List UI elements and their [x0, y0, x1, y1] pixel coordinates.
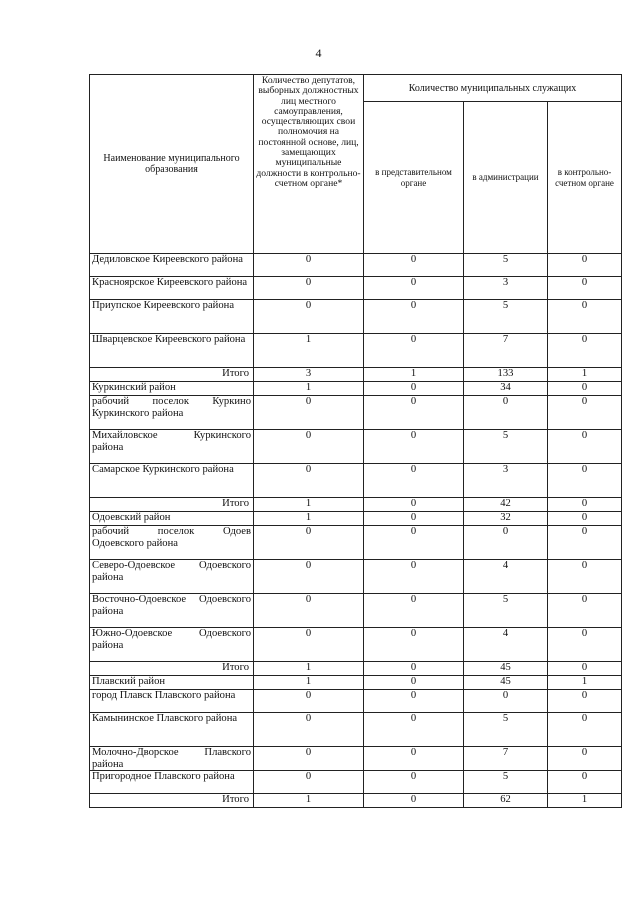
representative-cell: 0 — [364, 690, 464, 713]
administration-cell: 7 — [464, 747, 548, 771]
representative-cell: 0 — [364, 396, 464, 430]
table-row — [90, 464, 622, 498]
control-cell: 0 — [548, 430, 622, 464]
name-cell: город Плавск Плавского района — [90, 690, 254, 713]
administration-cell: 5 — [464, 771, 548, 794]
representative-cell: 0 — [364, 676, 464, 690]
table-row — [90, 794, 622, 808]
staffing-table — [89, 74, 622, 808]
administration-cell: 5 — [464, 254, 548, 277]
table-row — [90, 713, 622, 747]
header-deputies-count: Количество депутатов, выборных должностных лиц местного самоуправления, осуществляющих свои полномочия на постоянной основе, лиц, замещающих муниципальные должности в контрольно-счетном органе* — [254, 75, 364, 254]
representative-cell: 0 — [364, 560, 464, 594]
table-row — [90, 526, 622, 560]
page-number: 4 — [315, 46, 322, 60]
deputies-cell: 0 — [254, 560, 364, 594]
control-cell: 0 — [548, 713, 622, 747]
control-cell: 0 — [548, 526, 622, 560]
representative-cell: 0 — [364, 794, 464, 808]
representative-cell: 0 — [364, 662, 464, 676]
name-cell: Красноярское Киреевского района — [90, 277, 254, 300]
name-cell: Итого — [90, 662, 254, 676]
administration-cell: 3 — [464, 277, 548, 300]
name-cell: Дедиловское Киреевского района — [90, 254, 254, 277]
representative-cell: 0 — [364, 771, 464, 794]
control-cell: 0 — [548, 512, 622, 526]
representative-cell: 0 — [364, 300, 464, 334]
deputies-cell: 0 — [254, 396, 364, 430]
deputies-cell: 1 — [254, 794, 364, 808]
table-row — [90, 628, 622, 662]
table-row — [90, 334, 622, 368]
header-employees-group: Количество муниципальных служащих — [364, 75, 622, 102]
header-control-body: в контрольно-счетном органе — [548, 102, 622, 254]
name-cell: рабочий поселок Одоев Одоевского района — [90, 526, 254, 560]
administration-cell: 0 — [464, 396, 548, 430]
name-cell: Итого — [90, 498, 254, 512]
representative-cell: 0 — [364, 713, 464, 747]
control-cell: 0 — [548, 662, 622, 676]
control-cell: 0 — [548, 690, 622, 713]
administration-cell: 5 — [464, 594, 548, 628]
control-cell: 0 — [548, 300, 622, 334]
table-row — [90, 498, 622, 512]
name-cell: Пригородное Плавского района — [90, 771, 254, 794]
table-row — [90, 676, 622, 690]
deputies-cell: 0 — [254, 713, 364, 747]
administration-cell: 4 — [464, 628, 548, 662]
deputies-cell: 1 — [254, 382, 364, 396]
name-cell: Восточно-Одоевское Одоевского района — [90, 594, 254, 628]
control-cell: 0 — [548, 254, 622, 277]
representative-cell: 0 — [364, 526, 464, 560]
table-row — [90, 300, 622, 334]
deputies-cell: 3 — [254, 368, 364, 382]
table-row — [90, 594, 622, 628]
deputies-cell: 0 — [254, 690, 364, 713]
representative-cell: 0 — [364, 464, 464, 498]
administration-cell: 62 — [464, 794, 548, 808]
representative-cell: 0 — [364, 430, 464, 464]
table-row — [90, 254, 622, 277]
administration-cell: 34 — [464, 382, 548, 396]
control-cell: 0 — [548, 771, 622, 794]
control-cell: 0 — [548, 396, 622, 430]
administration-cell: 133 — [464, 368, 548, 382]
representative-cell: 0 — [364, 747, 464, 771]
control-cell: 1 — [548, 368, 622, 382]
table-row — [90, 747, 622, 771]
representative-cell: 1 — [364, 368, 464, 382]
name-cell: Куркинский район — [90, 382, 254, 396]
deputies-cell: 0 — [254, 771, 364, 794]
name-cell: рабочий поселок Куркино Куркинского района — [90, 396, 254, 430]
name-cell: Южно-Одоевское Одоевского района — [90, 628, 254, 662]
name-cell: Приупское Киреевского района — [90, 300, 254, 334]
table-row — [90, 382, 622, 396]
administration-cell: 0 — [464, 526, 548, 560]
control-cell: 0 — [548, 498, 622, 512]
table-body — [90, 254, 622, 808]
deputies-cell: 0 — [254, 464, 364, 498]
table-row — [90, 690, 622, 713]
administration-cell: 45 — [464, 662, 548, 676]
deputies-cell: 0 — [254, 277, 364, 300]
name-cell: Плавский район — [90, 676, 254, 690]
deputies-cell: 0 — [254, 628, 364, 662]
deputies-cell: 1 — [254, 498, 364, 512]
deputies-cell: 0 — [254, 300, 364, 334]
deputies-cell: 1 — [254, 676, 364, 690]
name-cell: Самарское Куркинского района — [90, 464, 254, 498]
table-row — [90, 277, 622, 300]
name-cell: Молочно-Дворское Плавского района — [90, 747, 254, 771]
administration-cell: 7 — [464, 334, 548, 368]
control-cell: 0 — [548, 594, 622, 628]
name-cell: Итого — [90, 794, 254, 808]
table-row — [90, 512, 622, 526]
header-representative-body: в представительном органе — [364, 102, 464, 254]
control-cell: 0 — [548, 277, 622, 300]
representative-cell: 0 — [364, 628, 464, 662]
name-cell: Одоевский район — [90, 512, 254, 526]
deputies-cell: 0 — [254, 594, 364, 628]
administration-cell: 42 — [464, 498, 548, 512]
administration-cell: 32 — [464, 512, 548, 526]
name-cell: Итого — [90, 368, 254, 382]
deputies-cell: 0 — [254, 430, 364, 464]
name-cell: Михайловское Куркинского района — [90, 430, 254, 464]
name-cell: Шварцевское Киреевского района — [90, 334, 254, 368]
table-row — [90, 396, 622, 430]
deputies-cell: 1 — [254, 512, 364, 526]
control-cell: 0 — [548, 560, 622, 594]
deputies-cell: 0 — [254, 526, 364, 560]
control-cell: 0 — [548, 334, 622, 368]
representative-cell: 0 — [364, 382, 464, 396]
representative-cell: 0 — [364, 277, 464, 300]
deputies-cell: 1 — [254, 662, 364, 676]
table-row — [90, 560, 622, 594]
control-cell: 0 — [548, 628, 622, 662]
administration-cell: 5 — [464, 300, 548, 334]
table-row — [90, 368, 622, 382]
deputies-cell: 1 — [254, 334, 364, 368]
name-cell: Северо-Одоевское Одоевского района — [90, 560, 254, 594]
control-cell: 1 — [548, 676, 622, 690]
representative-cell: 0 — [364, 594, 464, 628]
header-administration: в администрации — [464, 102, 548, 254]
deputies-cell: 0 — [254, 254, 364, 277]
deputies-cell: 0 — [254, 747, 364, 771]
administration-cell: 3 — [464, 464, 548, 498]
administration-cell: 45 — [464, 676, 548, 690]
representative-cell: 0 — [364, 498, 464, 512]
control-cell: 0 — [548, 464, 622, 498]
name-cell: Камынинское Плавского района — [90, 713, 254, 747]
control-cell: 1 — [548, 794, 622, 808]
representative-cell: 0 — [364, 254, 464, 277]
administration-cell: 4 — [464, 560, 548, 594]
administration-cell: 5 — [464, 713, 548, 747]
control-cell: 0 — [548, 747, 622, 771]
representative-cell: 0 — [364, 512, 464, 526]
table-row — [90, 430, 622, 464]
representative-cell: 0 — [364, 334, 464, 368]
administration-cell: 0 — [464, 690, 548, 713]
header-municipality-name: Наименование муниципального образования — [90, 75, 254, 254]
table-row — [90, 771, 622, 794]
table-row — [90, 662, 622, 676]
administration-cell: 5 — [464, 430, 548, 464]
control-cell: 0 — [548, 382, 622, 396]
